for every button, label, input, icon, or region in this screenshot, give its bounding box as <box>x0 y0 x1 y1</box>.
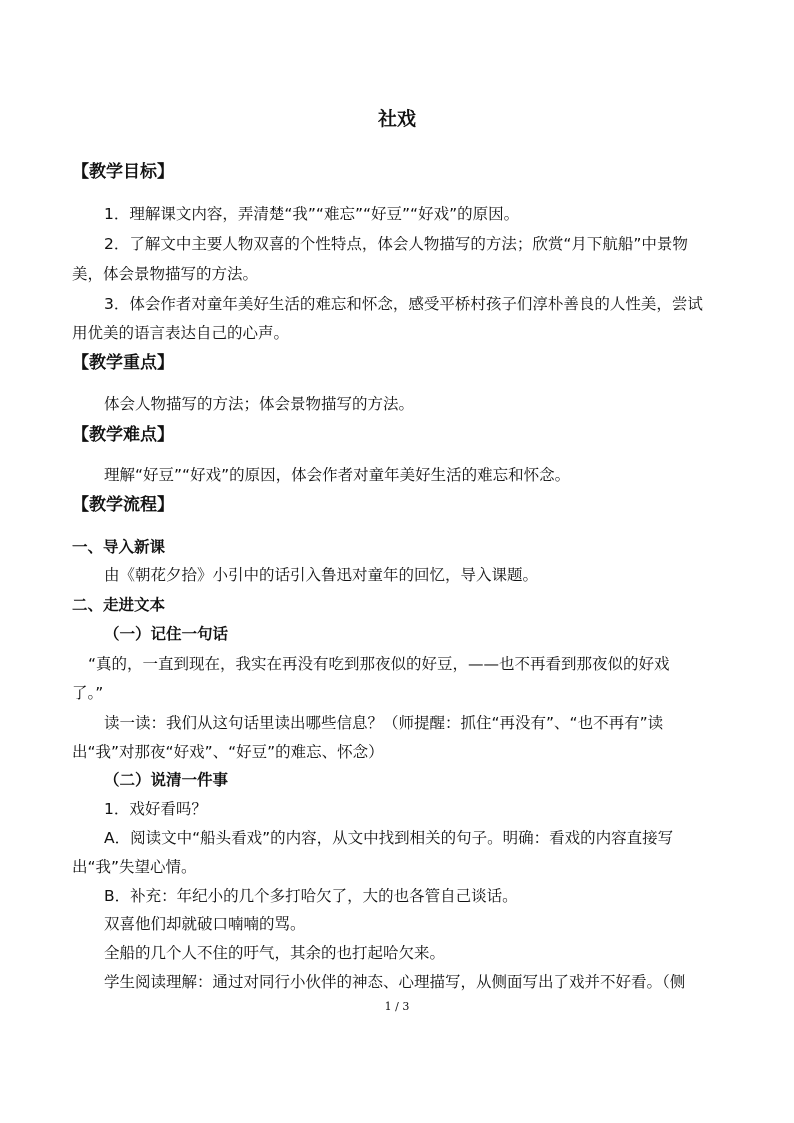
answer-a-line-1: A．阅读文中“船头看戏”的内容，从文中找到相关的句子。明确：看戏的内容直接写 <box>104 829 674 847</box>
section-1-text: 由《朝花夕拾》小引中的话引入鲁迅对童年的回忆，导入课题。 <box>104 566 539 584</box>
page-title: 社戏 <box>377 108 416 130</box>
page-number: 1 / 3 <box>384 1000 410 1013</box>
heading-goals: 【教学目标】 <box>72 162 174 182</box>
goal-2-line-1: 2．了解文中主要人物双喜的个性特点，体会人物描写的方法；欣赏“月下航船”中景物 <box>104 235 688 253</box>
key-point-text: 体会人物描写的方法；体会景物描写的方法。 <box>104 395 415 413</box>
reading-line-2: 出“我”对那夜“好戏”、“好豆”的难忘、怀念） <box>72 743 384 761</box>
difficulty-text: 理解“好豆”“好戏”的原因，体会作者对童年美好生活的难忘和怀念。 <box>104 466 571 484</box>
heading-key-points: 【教学重点】 <box>72 353 174 373</box>
answer-b-line-3: 全船的几个人不住的吁气，其余的也打起哈欠来。 <box>104 944 446 962</box>
heading-difficulties: 【教学难点】 <box>72 425 174 445</box>
answer-b-line-4: 学生阅读理解：通过对同行小伙伴的神态、心理描写，从侧面写出了戏并不好看。（侧 <box>104 973 686 991</box>
answer-b-line-1: B．补充：年纪小的几个多打哈欠了，大的也各管自己谈话。 <box>104 887 518 905</box>
quote-line-2: 了。” <box>72 684 104 702</box>
section-1-heading: 一、导入新课 <box>72 538 166 556</box>
answer-a-line-2: 出“我”失望心情。 <box>72 858 197 876</box>
question-1: 1．戏好看吗？ <box>104 800 207 818</box>
answer-b-line-2: 双喜他们却就破口喃喃的骂。 <box>104 915 306 933</box>
goal-1: 1．理解课文内容，弄清楚“我”“难忘”“好豆”“好戏”的原因。 <box>104 205 520 223</box>
quote-line-1: “真的，一直到现在，我实在再没有吃到那夜似的好豆，——也不再看到那夜似的好戏 <box>88 655 670 673</box>
subsection-1-heading: （一）记住一句话 <box>104 625 229 643</box>
goal-3-line-1: 3．体会作者对童年美好生活的难忘和怀念，感受平桥村孩子们淳朴善良的人性美，尝试 <box>104 295 703 313</box>
reading-line-1: 读一读：我们从这句话里读出哪些信息？（师提醒：抓住“再没有”、“也不再有”读 <box>104 714 664 732</box>
goal-2-line-2: 美，体会景物描写的方法。 <box>72 265 259 283</box>
section-2-heading: 二、走进文本 <box>72 596 166 614</box>
subsection-2-heading: （二）说清一件事 <box>104 771 229 789</box>
goal-3-line-2: 用优美的语言表达自己的心声。 <box>72 324 290 342</box>
heading-process: 【教学流程】 <box>72 495 174 515</box>
